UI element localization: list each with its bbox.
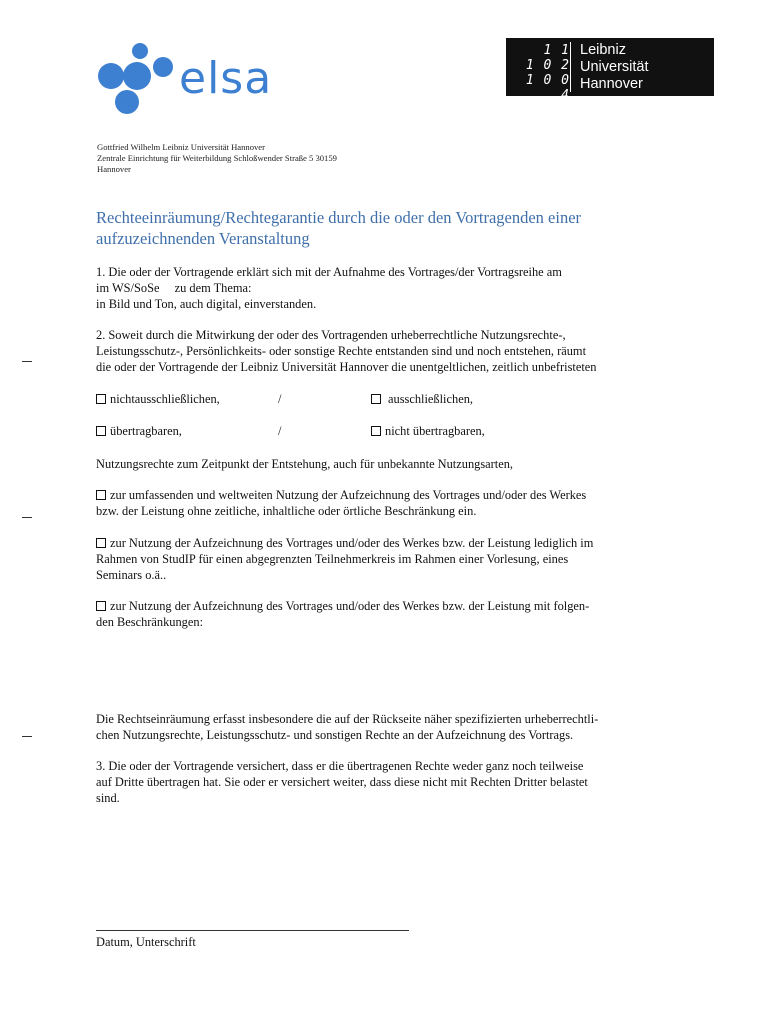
luh-number-line: 1 1 [543, 43, 570, 58]
elsa-wordmark: elsa [179, 53, 273, 104]
elsa-logo [97, 42, 282, 117]
usage-option-restricted[interactable]: zur Nutzung der Aufzeichnung des Vortrages und/oder des Werkes bzw. der Leistung mit folgen- den Beschränkungen: [96, 599, 590, 629]
option-separator: / [278, 392, 282, 406]
section-2-line: Leistungsschutz-, Persönlichkeits- oder sonstige Rechte entstanden sind und noch entstehen, räumt [96, 344, 587, 358]
checkbox-icon[interactable] [96, 538, 106, 548]
section-2 [96, 327, 706, 375]
scope-line: chen Nutzungsrechte, Leistungsschutz- und sonstigen Rechte an der Aufzeichnung des Vortrags. [96, 728, 574, 742]
section-1-line: in Bild und Ton, auch digital, einverstanden. [96, 297, 317, 311]
luh-name-line: Universität [580, 59, 649, 75]
luh-divider [570, 42, 571, 92]
section-2-line: 2. Soweit durch die Mitwirkung der oder des Vortragenden urheberrechtliche Nutzungsrechte-, [96, 328, 566, 342]
topic-label: zu dem Thema: [174, 281, 252, 295]
fold-mark [22, 517, 32, 518]
scope-paragraph [96, 711, 706, 743]
fold-mark [22, 736, 32, 737]
fold-mark [22, 361, 32, 362]
checkbox-icon[interactable] [96, 601, 106, 611]
option-transferable[interactable]: übertragbaren, [96, 423, 182, 439]
option-exclusive[interactable]: ausschließlichen, [371, 391, 473, 407]
address-line: Zentrale Einrichtung für Weiterbildung Schloßwender Straße 5 30159 [97, 153, 337, 163]
checkbox-icon[interactable] [371, 394, 381, 404]
title-line: Rechteeinräumung/Rechtegarantie durch die oder den Vortragenden einer [96, 208, 582, 227]
option-nonexclusive[interactable]: nichtausschließlichen, [96, 391, 220, 407]
option-row-transferability [96, 423, 706, 439]
option-row-exclusivity [96, 391, 706, 407]
title-line: aufzuzeichnenden Veranstaltung [96, 229, 310, 248]
checkbox-icon[interactable] [96, 426, 106, 436]
usage-option-studip[interactable]: zur Nutzung der Aufzeichnung des Vortrages und/oder des Werkes bzw. der Leistung lediglich im Rahmen von StudIP für einen abgegrenzten Teilnehmerkreis im Rahmen einer Vorlesung, eines Seminars o.ä.. [96, 536, 594, 582]
luh-name-line: Hannover [580, 76, 643, 92]
address-line: Hannover [97, 164, 131, 174]
section-1-line: 1. Die oder der Vortragende erklärt sich mit der Aufnahme des Vortrages/der Vortragsreihe am [96, 265, 562, 279]
usage-option-worldwide[interactable]: zur umfassenden und weltweiten Nutzung der Aufzeichnung des Vortrages und/oder des Werkes bzw. der Leistung ohne zeitliche, inhaltliche oder örtliche Beschränkung ein. [96, 488, 587, 518]
luh-name-line: Leibniz [580, 42, 626, 58]
address-line: Gottfried Wilhelm Leibniz Universität Hannover [97, 142, 265, 152]
checkbox-icon[interactable] [96, 490, 106, 500]
option-non-transferable[interactable]: nicht übertragbaren, [371, 423, 485, 439]
luh-number-line: 1 0 2 [525, 58, 570, 73]
signature-line [96, 930, 409, 931]
document-title [96, 207, 581, 249]
luh-number-line: 1 0 0 4 [525, 73, 570, 103]
elsa-logo-dots-icon [97, 42, 187, 117]
semester-label: im WS/SoSe [96, 281, 160, 295]
option-separator: / [278, 424, 282, 438]
section-2-line: die oder der Vortragende der Leibniz Universität Hannover die unentgeltlichen, zeitlich unbefristeten [96, 360, 597, 374]
luh-logo [506, 38, 714, 103]
checkbox-icon[interactable] [96, 394, 106, 404]
scope-line: Die Rechtseinräumung erfasst insbesondere die auf der Rückseite näher spezifizierten urheberrechtli- [96, 712, 599, 726]
section-3-line: auf Dritte übertragen hat. Sie oder er versichert weiter, dass diese nicht mit Rechten Dritter belastet [96, 775, 588, 789]
usage-intro: Nutzungsrechte zum Zeitpunkt der Entstehung, auch für unbekannte Nutzungsarten, [96, 457, 514, 471]
luh-numbers [514, 43, 570, 103]
address-block [97, 142, 337, 175]
section-3-line: 3. Die oder der Vortragende versichert, dass er die übertragenen Rechte weder ganz noch teilweise [96, 759, 584, 773]
luh-name [580, 42, 649, 93]
section-3 [96, 758, 706, 806]
signature-label: Datum, Unterschrift [96, 935, 196, 949]
section-1-line [96, 280, 706, 296]
section-3-line: sind. [96, 791, 120, 805]
section-1 [96, 264, 706, 312]
checkbox-icon[interactable] [371, 426, 381, 436]
